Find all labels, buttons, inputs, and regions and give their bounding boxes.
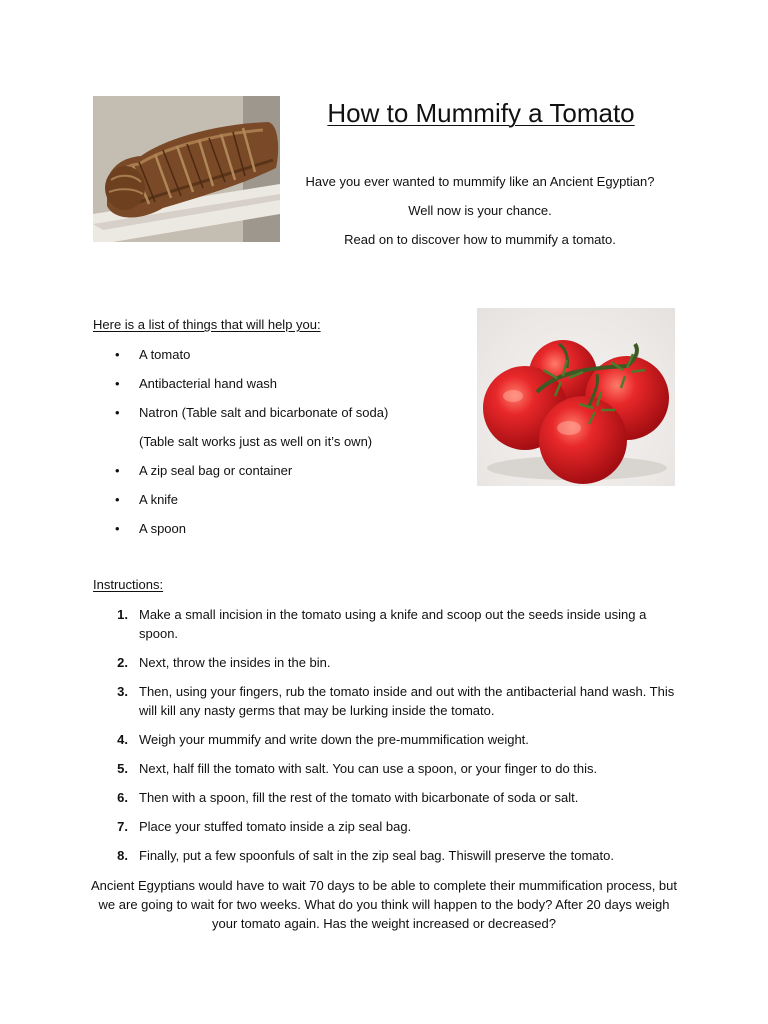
step-text: Make a small incision in the tomato using a knife and scoop out the seeds inside using a spoon. xyxy=(139,607,647,641)
list-item-note xyxy=(115,432,475,461)
bullet-icon: • xyxy=(115,347,120,362)
step-text: Finally, put a few spoonfuls of salt in the zip seal bag. Thiswill preserve the tomato. xyxy=(139,848,614,863)
step-number: 3. xyxy=(117,684,128,699)
list-item-text: A spoon xyxy=(139,521,186,536)
list-item xyxy=(115,490,475,519)
instruction-step xyxy=(110,730,680,749)
bullet-icon: • xyxy=(115,463,120,478)
step-number: 6. xyxy=(117,790,128,805)
step-text: Next, half fill the tomato with salt. You can use a spoon, or your finger to do this. xyxy=(139,761,598,776)
supplies-list xyxy=(115,345,475,548)
instruction-step xyxy=(110,682,680,720)
intro-line: Well now is your chance. xyxy=(408,203,552,218)
step-number: 4. xyxy=(117,732,128,747)
bullet-icon: • xyxy=(115,376,120,391)
step-text: Weigh your mummify and write down the pre-mummification weight. xyxy=(139,732,529,747)
instruction-step xyxy=(110,653,680,672)
instruction-step xyxy=(110,846,680,865)
step-number: 1. xyxy=(117,607,128,622)
step-text: Then with a spoon, fill the rest of the tomato with bicarbonate of soda or salt. xyxy=(139,790,579,805)
step-number: 2. xyxy=(117,655,128,670)
list-item-text: A zip seal bag or container xyxy=(139,463,293,478)
instruction-step xyxy=(110,788,680,807)
list-item-text: Natron (Table salt and bicarbonate of soda) xyxy=(139,405,389,420)
list-item xyxy=(115,374,475,403)
step-number: 8. xyxy=(117,848,128,863)
list-item xyxy=(115,403,475,432)
step-text: Next, throw the insides in the bin. xyxy=(139,655,331,670)
intro-line: Have you ever wanted to mummify like an Ancient Egyptian? xyxy=(305,174,655,189)
instruction-step xyxy=(110,817,680,836)
list-item xyxy=(115,345,475,374)
step-text: Place your stuffed tomato inside a zip seal bag. xyxy=(139,819,412,834)
intro-line: Read on to discover how to mummify a tomato. xyxy=(344,232,616,247)
bullet-icon: • xyxy=(115,405,120,420)
list-item xyxy=(115,519,475,548)
list-item-text: A knife xyxy=(139,492,179,507)
list-item xyxy=(115,461,475,490)
mummy-illustration xyxy=(93,96,280,242)
instructions-list xyxy=(110,605,680,875)
closing-paragraph: Ancient Egyptians would have to wait 70 days to be able to complete their mummification process, but we are going to wait for two weeks. What do you think will happen to the body? After 20 days weigh your tomato again. Has the weight increased or decreased? xyxy=(90,878,678,931)
step-number: 5. xyxy=(117,761,128,776)
list-item-text: (Table salt works just as well on it’s own) xyxy=(139,434,373,449)
mummy-photo xyxy=(93,96,280,242)
instruction-step xyxy=(110,605,680,643)
tomatoes-photo xyxy=(477,308,675,486)
instruction-step xyxy=(110,759,680,778)
step-number: 7. xyxy=(117,819,128,834)
instructions-heading: Instructions: xyxy=(93,577,164,592)
tomatoes-illustration xyxy=(477,308,675,486)
bullet-icon: • xyxy=(115,521,120,536)
list-item-text: Antibacterial hand wash xyxy=(139,376,278,391)
list-item-text: A tomato xyxy=(139,347,191,362)
step-text: Then, using your fingers, rub the tomato inside and out with the antibacterial hand wash. This will kill any nasty germs that may be lurking inside the tomato. xyxy=(139,684,675,718)
intro-text xyxy=(280,172,680,259)
help-list-heading: Here is a list of things that will help you: xyxy=(93,317,321,332)
page-title: How to Mummify a Tomato xyxy=(327,98,635,128)
bullet-icon: • xyxy=(115,492,120,507)
